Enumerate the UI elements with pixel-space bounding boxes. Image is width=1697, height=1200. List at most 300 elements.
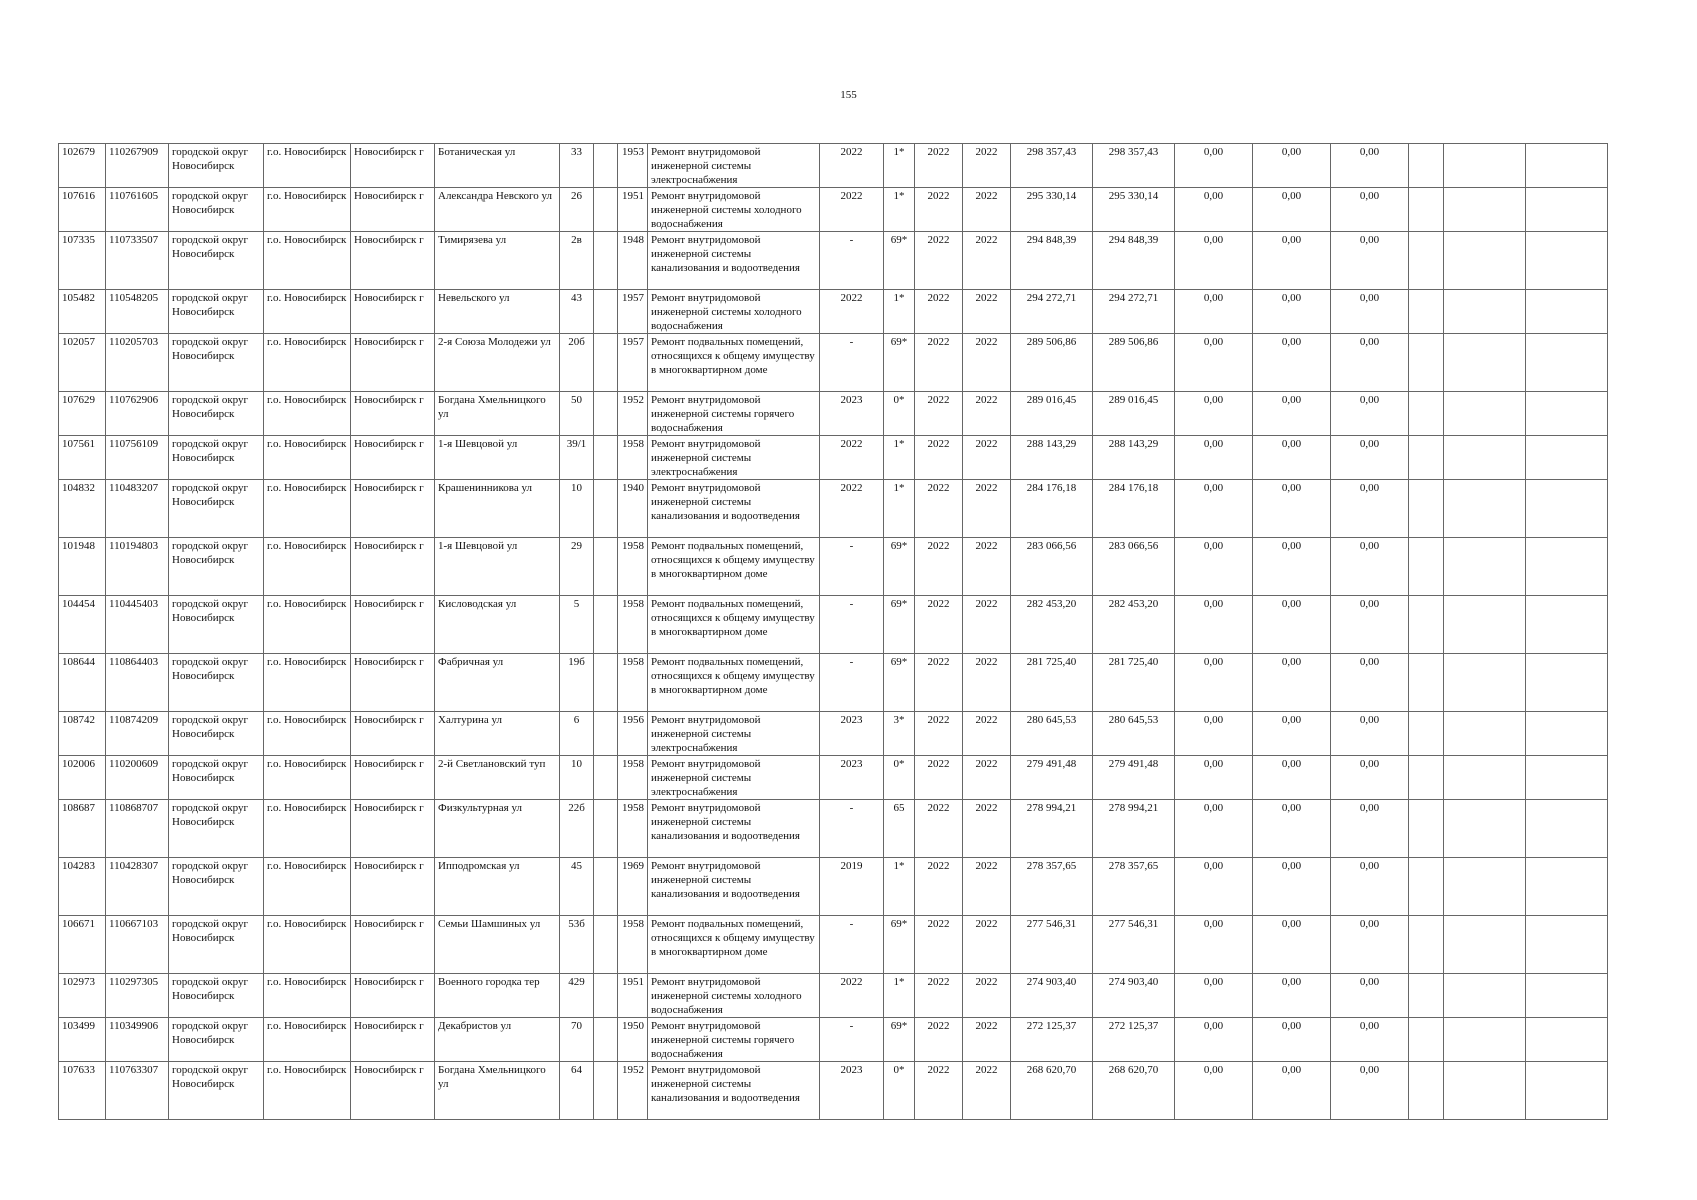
cell-street: Невельского ул <box>435 290 560 334</box>
cell-value-3: 0,00 <box>1331 480 1409 538</box>
cell-year-d: 2022 <box>963 290 1011 334</box>
cell-code-b: 0* <box>884 756 915 800</box>
cell-year-a: 2022 <box>820 436 884 480</box>
cell-year-built: 1940 <box>618 480 648 538</box>
cell-value-3: 0,00 <box>1331 538 1409 596</box>
cell-empty-1 <box>1409 596 1444 654</box>
cell-street: 1-я Шевцовой ул <box>435 436 560 480</box>
cell-district: городской округ Новосибирск <box>169 916 264 974</box>
cell-district: городской округ Новосибирск <box>169 974 264 1018</box>
cell-code: 110483207 <box>106 480 169 538</box>
table-row <box>59 916 1608 974</box>
cell-cost-main: 279 491,48 <box>1093 756 1175 800</box>
cell-city: Новосибирск г <box>351 188 435 232</box>
cell-extra <box>594 596 618 654</box>
cell-empty-2 <box>1444 290 1526 334</box>
cell-work-type: Ремонт подвальных помещений, относящихся к общему имуществу в многоквартирном доме <box>648 538 820 596</box>
cell-id: 107629 <box>59 392 106 436</box>
cell-district: городской округ Новосибирск <box>169 1018 264 1062</box>
table-row <box>59 654 1608 712</box>
cell-cost-main: 289 016,45 <box>1093 392 1175 436</box>
cell-street: 2-й Светлановский туп <box>435 756 560 800</box>
cell-municipality: г.о. Новосибирск <box>264 800 351 858</box>
cell-empty-1 <box>1409 144 1444 188</box>
cell-cost-total: 278 357,65 <box>1011 858 1093 916</box>
cell-year-d: 2022 <box>963 1018 1011 1062</box>
cell-empty-3 <box>1526 480 1608 538</box>
cell-house: 33 <box>560 144 594 188</box>
cell-value-2: 0,00 <box>1253 974 1331 1018</box>
cell-empty-2 <box>1444 538 1526 596</box>
cell-cost-total: 298 357,43 <box>1011 144 1093 188</box>
cell-empty-2 <box>1444 858 1526 916</box>
cell-year-a: 2023 <box>820 756 884 800</box>
cell-value-1: 0,00 <box>1175 756 1253 800</box>
cell-value-2: 0,00 <box>1253 392 1331 436</box>
cell-cost-total: 268 620,70 <box>1011 1062 1093 1120</box>
table-row <box>59 480 1608 538</box>
cell-value-2: 0,00 <box>1253 858 1331 916</box>
cell-year-a: - <box>820 538 884 596</box>
cell-code-b: 1* <box>884 858 915 916</box>
cell-value-3: 0,00 <box>1331 436 1409 480</box>
cell-value-2: 0,00 <box>1253 290 1331 334</box>
table-row <box>59 290 1608 334</box>
cell-year-built: 1958 <box>618 596 648 654</box>
cell-house: 50 <box>560 392 594 436</box>
cell-house: 45 <box>560 858 594 916</box>
cell-municipality: г.о. Новосибирск <box>264 596 351 654</box>
cell-year-built: 1969 <box>618 858 648 916</box>
cell-street: Военного городка тер <box>435 974 560 1018</box>
cell-district: городской округ Новосибирск <box>169 858 264 916</box>
cell-value-3: 0,00 <box>1331 1062 1409 1120</box>
cell-cost-main: 289 506,86 <box>1093 334 1175 392</box>
cell-extra <box>594 1062 618 1120</box>
cell-year-d: 2022 <box>963 756 1011 800</box>
cell-empty-1 <box>1409 290 1444 334</box>
cell-value-3: 0,00 <box>1331 712 1409 756</box>
cell-year-d: 2022 <box>963 654 1011 712</box>
cell-cost-total: 289 016,45 <box>1011 392 1093 436</box>
cell-work-type: Ремонт внутридомовой инженерной системы холодного водоснабжения <box>648 188 820 232</box>
cell-street: Семьи Шамшиных ул <box>435 916 560 974</box>
cell-year-built: 1957 <box>618 290 648 334</box>
cell-work-type: Ремонт внутридомовой инженерной системы горячего водоснабжения <box>648 392 820 436</box>
cell-empty-1 <box>1409 392 1444 436</box>
cell-empty-3 <box>1526 392 1608 436</box>
cell-street: Ипподромская ул <box>435 858 560 916</box>
cell-street: 1-я Шевцовой ул <box>435 538 560 596</box>
cell-cost-main: 294 848,39 <box>1093 232 1175 290</box>
cell-year-d: 2022 <box>963 916 1011 974</box>
cell-id: 108644 <box>59 654 106 712</box>
cell-street: Физкультурная ул <box>435 800 560 858</box>
cell-value-1: 0,00 <box>1175 144 1253 188</box>
cell-code-b: 1* <box>884 290 915 334</box>
table-row <box>59 712 1608 756</box>
cell-year-a: 2023 <box>820 392 884 436</box>
cell-house: 429 <box>560 974 594 1018</box>
table-row <box>59 1018 1608 1062</box>
cell-code: 110194803 <box>106 538 169 596</box>
cell-house: 70 <box>560 1018 594 1062</box>
cell-id: 107633 <box>59 1062 106 1120</box>
cell-district: городской округ Новосибирск <box>169 712 264 756</box>
cell-house: 20б <box>560 334 594 392</box>
cell-year-a: 2023 <box>820 712 884 756</box>
cell-empty-3 <box>1526 1062 1608 1120</box>
cell-value-2: 0,00 <box>1253 654 1331 712</box>
cell-empty-2 <box>1444 1018 1526 1062</box>
cell-year-built: 1952 <box>618 1062 648 1120</box>
cell-code: 110761605 <box>106 188 169 232</box>
cell-cost-total: 294 848,39 <box>1011 232 1093 290</box>
table-row <box>59 188 1608 232</box>
cell-city: Новосибирск г <box>351 290 435 334</box>
cell-year-c: 2022 <box>915 144 963 188</box>
cell-empty-2 <box>1444 596 1526 654</box>
cell-street: Богдана Хмельницкого ул <box>435 392 560 436</box>
cell-year-a: - <box>820 916 884 974</box>
cell-year-a: 2022 <box>820 144 884 188</box>
cell-year-c: 2022 <box>915 1018 963 1062</box>
cell-id: 101948 <box>59 538 106 596</box>
cell-year-built: 1952 <box>618 392 648 436</box>
cell-year-built: 1951 <box>618 188 648 232</box>
cell-value-2: 0,00 <box>1253 1062 1331 1120</box>
cell-cost-main: 272 125,37 <box>1093 1018 1175 1062</box>
cell-year-a: 2022 <box>820 480 884 538</box>
cell-year-c: 2022 <box>915 756 963 800</box>
cell-empty-1 <box>1409 974 1444 1018</box>
cell-code-b: 69* <box>884 1018 915 1062</box>
cell-house: 10 <box>560 480 594 538</box>
cell-code: 110868707 <box>106 800 169 858</box>
cell-value-3: 0,00 <box>1331 144 1409 188</box>
cell-empty-1 <box>1409 756 1444 800</box>
cell-year-a: - <box>820 1018 884 1062</box>
cell-work-type: Ремонт внутридомовой инженерной системы канализования и водоотведения <box>648 232 820 290</box>
cell-empty-3 <box>1526 188 1608 232</box>
cell-id: 106671 <box>59 916 106 974</box>
cell-year-c: 2022 <box>915 1062 963 1120</box>
cell-code: 110205703 <box>106 334 169 392</box>
cell-cost-total: 280 645,53 <box>1011 712 1093 756</box>
cell-municipality: г.о. Новосибирск <box>264 1062 351 1120</box>
cell-house: 10 <box>560 756 594 800</box>
cell-value-2: 0,00 <box>1253 596 1331 654</box>
cell-code-b: 1* <box>884 436 915 480</box>
cell-cost-main: 284 176,18 <box>1093 480 1175 538</box>
cell-id: 107335 <box>59 232 106 290</box>
cell-street: Крашенинникова ул <box>435 480 560 538</box>
cell-district: городской округ Новосибирск <box>169 480 264 538</box>
cell-year-a: 2022 <box>820 188 884 232</box>
cell-year-a: - <box>820 334 884 392</box>
cell-year-c: 2022 <box>915 800 963 858</box>
cell-work-type: Ремонт подвальных помещений, относящихся к общему имуществу в многоквартирном доме <box>648 334 820 392</box>
cell-id: 108742 <box>59 712 106 756</box>
cell-house: 6 <box>560 712 594 756</box>
cell-district: городской округ Новосибирск <box>169 188 264 232</box>
cell-value-1: 0,00 <box>1175 974 1253 1018</box>
cell-empty-3 <box>1526 232 1608 290</box>
cell-extra <box>594 974 618 1018</box>
cell-value-1: 0,00 <box>1175 916 1253 974</box>
cell-value-3: 0,00 <box>1331 974 1409 1018</box>
cell-extra <box>594 392 618 436</box>
cell-value-3: 0,00 <box>1331 654 1409 712</box>
table-row <box>59 756 1608 800</box>
cell-year-a: 2019 <box>820 858 884 916</box>
cell-cost-main: 283 066,56 <box>1093 538 1175 596</box>
cell-city: Новосибирск г <box>351 654 435 712</box>
cell-extra <box>594 654 618 712</box>
cell-extra <box>594 232 618 290</box>
cell-cost-total: 294 272,71 <box>1011 290 1093 334</box>
cell-district: городской округ Новосибирск <box>169 654 264 712</box>
cell-cost-total: 289 506,86 <box>1011 334 1093 392</box>
cell-municipality: г.о. Новосибирск <box>264 334 351 392</box>
cell-empty-2 <box>1444 916 1526 974</box>
cell-city: Новосибирск г <box>351 1018 435 1062</box>
cell-work-type: Ремонт внутридомовой инженерной системы канализования и водоотведения <box>648 1062 820 1120</box>
cell-empty-3 <box>1526 800 1608 858</box>
cell-code: 110349906 <box>106 1018 169 1062</box>
cell-empty-1 <box>1409 1018 1444 1062</box>
cell-year-built: 1958 <box>618 538 648 596</box>
cell-empty-1 <box>1409 858 1444 916</box>
cell-extra <box>594 334 618 392</box>
cell-value-2: 0,00 <box>1253 712 1331 756</box>
cell-empty-3 <box>1526 974 1608 1018</box>
cell-extra <box>594 916 618 974</box>
cell-city: Новосибирск г <box>351 800 435 858</box>
cell-house: 64 <box>560 1062 594 1120</box>
cell-empty-2 <box>1444 188 1526 232</box>
cell-work-type: Ремонт внутридомовой инженерной системы электроснабжения <box>648 436 820 480</box>
cell-id: 107616 <box>59 188 106 232</box>
cell-value-3: 0,00 <box>1331 290 1409 334</box>
cell-code: 110762906 <box>106 392 169 436</box>
cell-id: 108687 <box>59 800 106 858</box>
table-row <box>59 144 1608 188</box>
cell-street: 2-я Союза Молодежи ул <box>435 334 560 392</box>
cell-district: городской округ Новосибирск <box>169 538 264 596</box>
cell-city: Новосибирск г <box>351 858 435 916</box>
table-row <box>59 232 1608 290</box>
cell-year-c: 2022 <box>915 290 963 334</box>
cell-empty-1 <box>1409 916 1444 974</box>
cell-year-d: 2022 <box>963 436 1011 480</box>
cell-empty-2 <box>1444 800 1526 858</box>
cell-id: 102057 <box>59 334 106 392</box>
cell-house: 53б <box>560 916 594 974</box>
cell-year-c: 2022 <box>915 916 963 974</box>
cell-cost-main: 294 272,71 <box>1093 290 1175 334</box>
cell-value-1: 0,00 <box>1175 712 1253 756</box>
cell-code: 110874209 <box>106 712 169 756</box>
cell-cost-main: 295 330,14 <box>1093 188 1175 232</box>
cell-city: Новосибирск г <box>351 712 435 756</box>
cell-municipality: г.о. Новосибирск <box>264 232 351 290</box>
cell-cost-total: 272 125,37 <box>1011 1018 1093 1062</box>
cell-empty-2 <box>1444 712 1526 756</box>
cell-year-c: 2022 <box>915 188 963 232</box>
cell-year-built: 1958 <box>618 800 648 858</box>
cell-city: Новосибирск г <box>351 916 435 974</box>
cell-work-type: Ремонт внутридомовой инженерной системы канализования и водоотведения <box>648 800 820 858</box>
cell-year-c: 2022 <box>915 538 963 596</box>
cell-municipality: г.о. Новосибирск <box>264 188 351 232</box>
cell-municipality: г.о. Новосибирск <box>264 712 351 756</box>
cell-city: Новосибирск г <box>351 974 435 1018</box>
cell-year-c: 2022 <box>915 334 963 392</box>
cell-year-d: 2022 <box>963 1062 1011 1120</box>
cell-cost-total: 278 994,21 <box>1011 800 1093 858</box>
cell-street: Кисловодская ул <box>435 596 560 654</box>
cell-code-b: 69* <box>884 232 915 290</box>
cell-cost-total: 282 453,20 <box>1011 596 1093 654</box>
cell-value-3: 0,00 <box>1331 334 1409 392</box>
cell-city: Новосибирск г <box>351 480 435 538</box>
cell-empty-2 <box>1444 144 1526 188</box>
cell-empty-2 <box>1444 334 1526 392</box>
cell-code-b: 1* <box>884 144 915 188</box>
cell-code: 110864403 <box>106 654 169 712</box>
cell-id: 102679 <box>59 144 106 188</box>
cell-code-b: 0* <box>884 1062 915 1120</box>
cell-id: 104832 <box>59 480 106 538</box>
cell-empty-2 <box>1444 480 1526 538</box>
cell-value-2: 0,00 <box>1253 800 1331 858</box>
cell-year-c: 2022 <box>915 436 963 480</box>
cell-house: 22б <box>560 800 594 858</box>
cell-empty-3 <box>1526 334 1608 392</box>
cell-value-3: 0,00 <box>1331 1018 1409 1062</box>
cell-empty-2 <box>1444 654 1526 712</box>
cell-empty-1 <box>1409 480 1444 538</box>
cell-municipality: г.о. Новосибирск <box>264 392 351 436</box>
cell-value-3: 0,00 <box>1331 800 1409 858</box>
cell-work-type: Ремонт внутридомовой инженерной системы электроснабжения <box>648 756 820 800</box>
cell-code-b: 69* <box>884 596 915 654</box>
cell-district: городской округ Новосибирск <box>169 596 264 654</box>
cell-cost-main: 274 903,40 <box>1093 974 1175 1018</box>
cell-empty-1 <box>1409 654 1444 712</box>
cell-code: 110667103 <box>106 916 169 974</box>
cell-empty-1 <box>1409 188 1444 232</box>
cell-code-b: 1* <box>884 188 915 232</box>
cell-year-d: 2022 <box>963 974 1011 1018</box>
cell-year-d: 2022 <box>963 392 1011 436</box>
cell-id: 102973 <box>59 974 106 1018</box>
cell-district: городской округ Новосибирск <box>169 144 264 188</box>
cell-city: Новосибирск г <box>351 334 435 392</box>
cell-year-built: 1957 <box>618 334 648 392</box>
cell-house: 29 <box>560 538 594 596</box>
cell-value-3: 0,00 <box>1331 756 1409 800</box>
table-row <box>59 596 1608 654</box>
cell-work-type: Ремонт внутридомовой инженерной системы канализования и водоотведения <box>648 858 820 916</box>
cell-id: 104454 <box>59 596 106 654</box>
cell-extra <box>594 1018 618 1062</box>
cell-district: городской округ Новосибирск <box>169 290 264 334</box>
cell-empty-3 <box>1526 654 1608 712</box>
cell-city: Новосибирск г <box>351 538 435 596</box>
cell-value-1: 0,00 <box>1175 232 1253 290</box>
cell-year-built: 1950 <box>618 1018 648 1062</box>
cell-empty-3 <box>1526 596 1608 654</box>
cell-empty-3 <box>1526 712 1608 756</box>
cell-value-1: 0,00 <box>1175 800 1253 858</box>
cell-empty-2 <box>1444 1062 1526 1120</box>
cell-value-2: 0,00 <box>1253 232 1331 290</box>
cell-value-1: 0,00 <box>1175 596 1253 654</box>
cell-year-a: - <box>820 596 884 654</box>
cell-district: городской округ Новосибирск <box>169 436 264 480</box>
cell-street: Декабристов ул <box>435 1018 560 1062</box>
cell-municipality: г.о. Новосибирск <box>264 436 351 480</box>
cell-cost-total: 281 725,40 <box>1011 654 1093 712</box>
cell-empty-3 <box>1526 916 1608 974</box>
cell-value-1: 0,00 <box>1175 334 1253 392</box>
cell-year-a: 2022 <box>820 974 884 1018</box>
cell-empty-3 <box>1526 436 1608 480</box>
cell-cost-total: 295 330,14 <box>1011 188 1093 232</box>
cell-cost-main: 278 357,65 <box>1093 858 1175 916</box>
cell-year-a: - <box>820 800 884 858</box>
cell-year-built: 1948 <box>618 232 648 290</box>
cell-empty-2 <box>1444 392 1526 436</box>
cell-cost-total: 288 143,29 <box>1011 436 1093 480</box>
cell-year-d: 2022 <box>963 480 1011 538</box>
table-row <box>59 392 1608 436</box>
cell-code-b: 1* <box>884 480 915 538</box>
cell-district: городской округ Новосибирск <box>169 756 264 800</box>
cell-empty-3 <box>1526 144 1608 188</box>
cell-street: Тимирязева ул <box>435 232 560 290</box>
cell-municipality: г.о. Новосибирск <box>264 756 351 800</box>
cell-value-1: 0,00 <box>1175 1018 1253 1062</box>
cell-year-d: 2022 <box>963 334 1011 392</box>
cell-district: городской округ Новосибирск <box>169 392 264 436</box>
cell-municipality: г.о. Новосибирск <box>264 290 351 334</box>
cell-value-2: 0,00 <box>1253 756 1331 800</box>
cell-extra <box>594 144 618 188</box>
cell-empty-2 <box>1444 974 1526 1018</box>
cell-street: Халтурина ул <box>435 712 560 756</box>
cell-city: Новосибирск г <box>351 436 435 480</box>
cell-year-c: 2022 <box>915 480 963 538</box>
cell-id: 105482 <box>59 290 106 334</box>
cell-municipality: г.о. Новосибирск <box>264 1018 351 1062</box>
cell-year-built: 1958 <box>618 436 648 480</box>
cell-value-1: 0,00 <box>1175 538 1253 596</box>
cell-extra <box>594 538 618 596</box>
cell-cost-main: 278 994,21 <box>1093 800 1175 858</box>
cell-code: 110297305 <box>106 974 169 1018</box>
cell-house: 43 <box>560 290 594 334</box>
cell-house: 39/1 <box>560 436 594 480</box>
cell-value-3: 0,00 <box>1331 232 1409 290</box>
cell-year-d: 2022 <box>963 188 1011 232</box>
cell-code: 110733507 <box>106 232 169 290</box>
cell-cost-main: 281 725,40 <box>1093 654 1175 712</box>
cell-cost-main: 298 357,43 <box>1093 144 1175 188</box>
cell-street: Александра Невского ул <box>435 188 560 232</box>
